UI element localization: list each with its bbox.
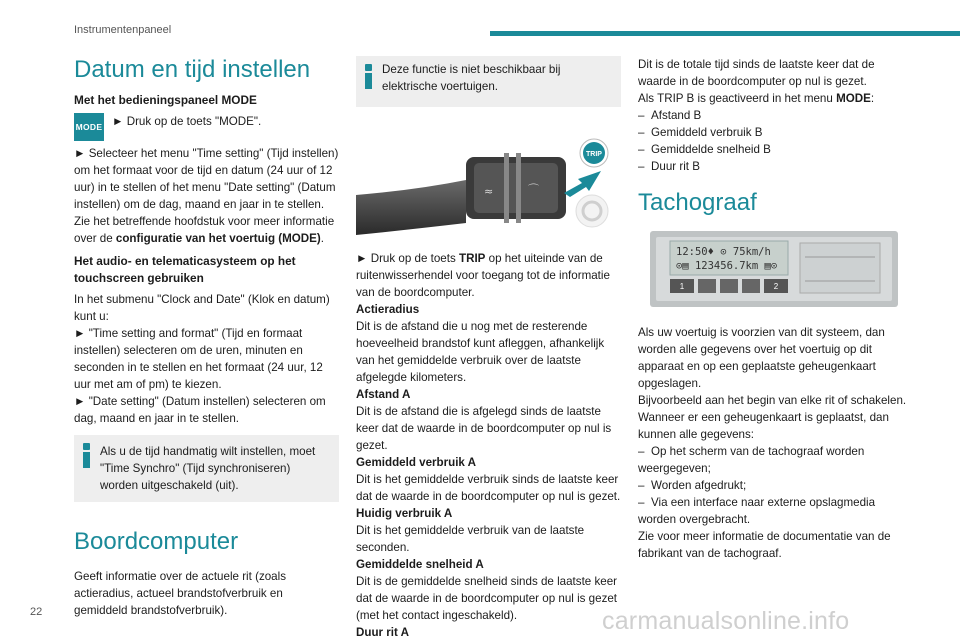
svg-text:1: 1 bbox=[679, 282, 685, 291]
section-title-datum: Datum en tijd instellen bbox=[74, 56, 311, 83]
tacho-p1: Als uw voertuig is voorzien van dit systeem, dan worden alle gegevens over het voertuig op dit apparaat en op een geplaatste geheugenkaart opgeslagen. bbox=[638, 326, 885, 390]
heading-huidig-verbruik: Huidig verbruik A bbox=[356, 507, 453, 520]
column-1 bbox=[74, 56, 339, 619]
boordcomputer-intro: Geeft informatie over de actuele rit (zoals actieradius, actueel brandstofverbruik en gemiddeld brandstofverbruik). bbox=[74, 570, 287, 617]
info-icon bbox=[83, 443, 90, 468]
date-setting-instruction: ► "Date setting" (Datum instellen) selecteren om dag, maand en jaar in te stellen. bbox=[74, 395, 326, 425]
heading-gemiddeld-verbruik: Gemiddeld verbruik A bbox=[356, 456, 477, 469]
heading-afstand-a: Afstand A bbox=[356, 388, 411, 401]
subheading-audio: Het audio- en telematicasysteem op het touchscreen gebruiken bbox=[74, 254, 296, 285]
press-trip-instruction: ► Druk op de toets TRIP op het uiteinde van de ruitenwisserhendel voor toegang tot de informatie van de boordcomputer. bbox=[356, 252, 610, 299]
trip-b-intro: Als TRIP B is geactiveerd in het menu MODE: bbox=[638, 92, 875, 105]
duur-rit-text: Dit is de totale tijd sinds de laatste keer dat de waarde in de boordcomputer op nul is gezet. bbox=[638, 58, 875, 88]
list-item: – Gemiddeld verbruik B bbox=[638, 126, 763, 139]
tacho-line2: ⊙▤ 123456.7km ▤⊙ bbox=[676, 260, 778, 272]
tacho-button bbox=[720, 279, 738, 293]
tacho-button bbox=[698, 279, 716, 293]
trip-b-list bbox=[638, 107, 910, 175]
mode-button-icon: MODE bbox=[74, 113, 104, 141]
subheading-mode: Met het bedieningspaneel MODE bbox=[74, 93, 257, 107]
info-note-electric bbox=[356, 56, 621, 107]
config-link-text: configuratie van het voertuig (MODE) bbox=[115, 232, 321, 245]
watermark: carmanualsonline.info bbox=[602, 607, 850, 635]
time-setting-paragraph: ► Selecteer het menu "Time setting" (Tijd instellen) om het formaat voor de tijd en datum (24 uur of 12 uur) in te stellen of het menu "Date setting" (Datum instellen) om de dag, maand en jaar in te stellen. Zie het betreffende hoofdstuk voor meer informatie over de configuratie van het voertuig (MODE). bbox=[74, 147, 339, 245]
heading-actieradius: Actieradius bbox=[356, 303, 420, 316]
list-item: – Duur rit B bbox=[638, 160, 700, 173]
list-item: – Worden afgedrukt; bbox=[638, 479, 747, 492]
text-afstand-a: Dit is de afstand die is afgelegd sinds de laatste keer dat de waarde in de boordcomputer op nul is gezet. bbox=[356, 405, 612, 452]
page-number: 22 bbox=[30, 606, 43, 618]
text-actieradius: Dit is de afstand die u nog met de resterende hoeveelheid brandstof kunt afleggen, afhankelijk van het gemiddelde verbruik over de laatste afgelegde kilometers. bbox=[356, 320, 605, 384]
tacho-p2: Bijvoorbeeld aan het begin van elke rit of schakelen. bbox=[638, 394, 907, 407]
list-item: – Gemiddelde snelheid B bbox=[638, 143, 771, 156]
svg-text:⌒: ⌒ bbox=[528, 183, 539, 196]
wiper-stalk-illustration bbox=[356, 135, 621, 235]
info-note-time-synchro bbox=[74, 435, 339, 502]
tachograph-illustration bbox=[650, 231, 898, 307]
tacho-button bbox=[742, 279, 760, 293]
text-gemiddelde-snelheid: Dit is de gemiddelde snelheid sinds de laatste keer dat de waarde in de boordcomputer op nul is gezet (met het contact ingeschakeld). bbox=[356, 575, 618, 622]
list-item: – Afstand B bbox=[638, 109, 702, 122]
list-item: – Op het scherm van de tachograaf worden weergegeven; bbox=[638, 445, 865, 475]
info-note-text: Als u de tijd handmatig wilt instellen, moet "Time Synchro" (Tijd synchroniseren) worden uitgeschakeld (uit). bbox=[100, 445, 316, 492]
running-head: Instrumentenpaneel bbox=[74, 24, 172, 36]
column-2 bbox=[356, 56, 621, 641]
clock-date-intro: In het submenu "Clock and Date" (Klok en datum) kunt u: bbox=[74, 293, 330, 323]
column-3 bbox=[638, 56, 910, 562]
svg-text:≈: ≈ bbox=[484, 185, 494, 198]
header-accent-bar bbox=[490, 31, 960, 36]
tacho-line1: 12:50♦ ⊙ 75km/h bbox=[676, 246, 771, 258]
text-huidig-verbruik: Dit is het gemiddelde verbruik van de laatste seconden. bbox=[356, 524, 585, 554]
trip-badge-label: TRIP bbox=[586, 151, 602, 158]
section-title-boordcomputer: Boordcomputer bbox=[74, 528, 239, 555]
tacho-p3: Wanneer er een geheugenkaart is geplaatst, dan kunnen alle gegevens: bbox=[638, 411, 889, 441]
tacho-list bbox=[638, 443, 910, 528]
heading-duur-rit: Duur rit A bbox=[356, 626, 410, 639]
text-gemiddeld-verbruik: Dit is het gemiddelde verbruik sinds de laatste keer dat de waarde in de boordcomputer op nul is gezet. bbox=[356, 473, 621, 503]
tacho-p4: Zie voor meer informatie de documentatie van de fabrikant van de tachograaf. bbox=[638, 530, 891, 560]
svg-text:2: 2 bbox=[773, 282, 779, 291]
heading-gemiddelde-snelheid: Gemiddelde snelheid A bbox=[356, 558, 484, 571]
info-note-text: Deze functie is niet beschikbaar bij elektrische voertuigen. bbox=[382, 63, 561, 93]
mode-instruction bbox=[74, 113, 339, 141]
press-mode-text: ► Druk op de toets "MODE". bbox=[112, 115, 262, 128]
time-format-instruction: ► "Time setting and format" (Tijd en formaat instellen) selecteren om de uren, minuten en seconden in te stellen en het formaat (24 uur, 12 uur met am of pm) te kiezen. bbox=[74, 327, 323, 391]
section-title-tachograaf: Tachograaf bbox=[638, 189, 757, 216]
list-item: – Via een interface naar externe opslagmedia worden overgebracht. bbox=[638, 496, 876, 526]
info-icon bbox=[365, 64, 372, 89]
